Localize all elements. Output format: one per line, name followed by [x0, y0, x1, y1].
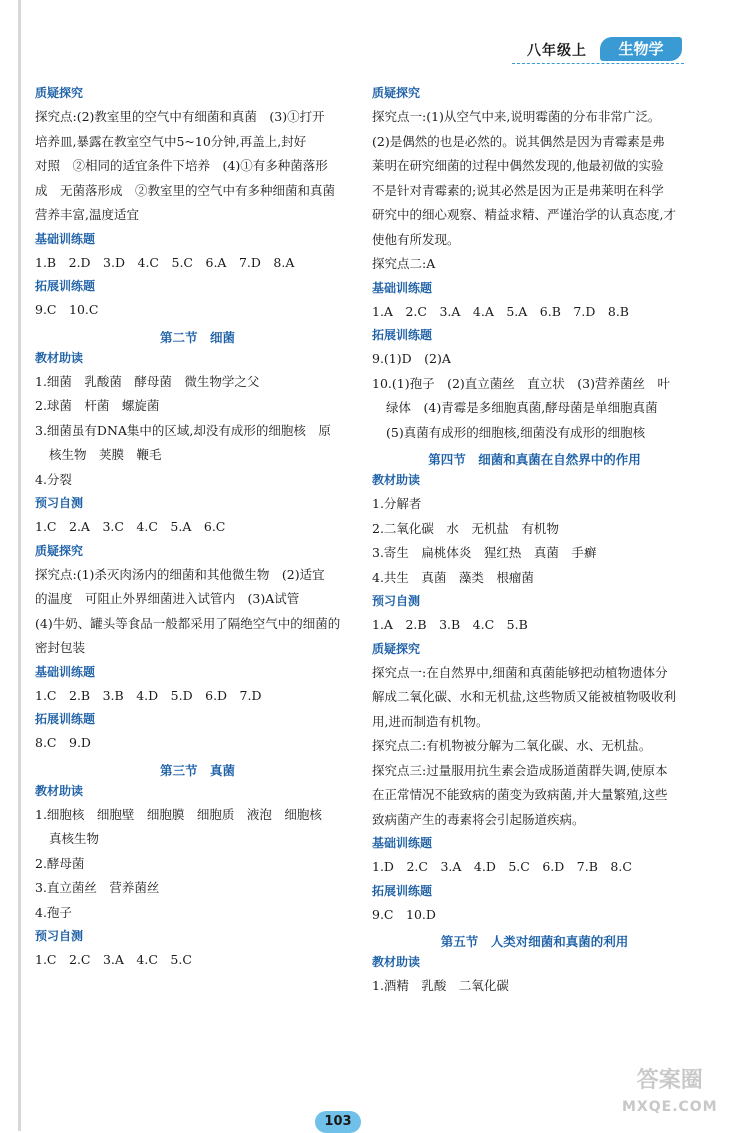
section-title: 第三节 真菌	[159, 762, 235, 778]
subsection-heading: 教材助读	[372, 473, 421, 487]
answer-line-continued: 真核生物	[49, 831, 100, 846]
answer-line: 探究点二:有机物被分解为二氧化碳、水、无机盐。	[372, 738, 652, 753]
answer-line: 对照 ②相同的适宜条件下培养 (4)①有多种菌落形	[35, 158, 328, 173]
header-divider	[512, 63, 684, 64]
subsection-heading: 基础训练题	[35, 664, 96, 679]
answer-line: 1.B 2.D 3.D 4.C 5.C 6.A 7.D 8.A	[35, 254, 295, 270]
page-header	[0, 0, 750, 72]
answer-line: 探究点一:(1)从空气中来,说明霉菌的分布非常广泛。	[372, 109, 661, 124]
answer-line: 研究中的细心观察、精益求精、严谨治学的认真态度,才	[372, 207, 676, 222]
answer-line: 培养皿,暴露在教室空气中5~10分钟,再盖上,封好	[35, 133, 307, 149]
answer-line: 1.酒精 乳酸 二氧化碳	[372, 978, 509, 993]
answer-line: 8.C 9.D	[35, 735, 91, 750]
answer-line: 1.C 2.B 3.B 4.D 5.D 6.D 7.D	[35, 687, 262, 703]
answer-line: 探究点:(2)教室里的空气中有细菌和真菌 (3)①打开	[35, 109, 325, 124]
subsection-heading: 拓展训练题	[35, 712, 96, 726]
answer-line: 3.直立菌丝 营养菌丝	[35, 880, 160, 895]
subsection-heading: 预习自测	[35, 496, 84, 510]
answer-line: 1.A 2.B 3.B 4.C 5.B	[372, 617, 528, 632]
answer-line: 的温度 可阻止外界细菌进入试管内 (3)A试管	[35, 591, 300, 606]
subsection-heading: 教材助读	[35, 783, 84, 798]
answer-line: 1.细胞核 细胞壁 细胞膜 细胞质 液泡 细胞核	[35, 806, 322, 822]
answer-line: 密封包装	[35, 640, 86, 655]
watermark-logo-text: 答案圈	[636, 1068, 703, 1093]
right-column	[372, 82, 697, 999]
answer-line: 9.C 10.D	[372, 906, 436, 922]
answer-line: 3.细菌虽有DNA集中的区域,却没有成形的细胞核 原	[35, 422, 331, 438]
answer-line-continued: (5)真菌有成形的细胞核,细菌没有成形的细胞核	[386, 424, 646, 440]
grade-label: 八年级上	[527, 43, 587, 59]
subsection-heading: 质疑探究	[35, 543, 84, 558]
answer-line: 在正常情况不能致病的菌变为致病菌,并大量繁殖,这些	[372, 787, 668, 802]
subsection-heading: 教材助读	[35, 350, 84, 365]
answer-line: 用,进而制造有机物。	[372, 713, 489, 729]
answer-line-continued: 核生物 荚膜 鞭毛	[49, 447, 162, 462]
answer-line: 2.酵母菌	[35, 855, 85, 871]
answer-line: 1.C 2.A 3.C 4.C 5.A 6.C	[35, 519, 226, 534]
answer-line: 成 无菌落形成 ②教室里的空气中有多种细菌和真菌	[35, 182, 336, 198]
answer-line: (4)牛奶、罐头等食品一般都采用了隔绝空气中的细菌的	[35, 615, 341, 631]
watermark-site: MXQE.COM	[622, 1099, 718, 1115]
watermark	[622, 1068, 718, 1120]
answer-line: 4.分裂	[35, 471, 72, 487]
answer-line: 4.孢子	[35, 904, 72, 920]
subsection-heading: 教材助读	[372, 955, 421, 969]
answer-line-continued: 绿体 (4)青霉是多细胞真菌,酵母菌是单细胞真菌	[386, 400, 658, 415]
subsection-heading: 质疑探究	[35, 86, 84, 100]
answer-line: 1.分解者	[372, 496, 422, 511]
answer-line: (2)是偶然的也是必然的。说其偶然是因为青霉素是弗	[372, 133, 665, 149]
answer-line: 10.(1)孢子 (2)直立菌丝 直立状 (3)营养菌丝 叶	[372, 375, 670, 391]
answer-line: 1.A 2.C 3.A 4.A 5.A 6.B 7.D 8.B	[372, 303, 629, 319]
left-margin-bar	[18, 0, 21, 1131]
answer-line: 致病菌产生的毒素将会引起肠道疾病。	[372, 811, 585, 827]
section-title: 第四节 细菌和真菌在自然界中的作用	[428, 452, 641, 467]
subsection-heading: 预习自测	[372, 594, 421, 608]
answer-line: 9.(1)D (2)A	[372, 351, 451, 366]
answer-line: 不是针对青霉素的;说其必然是因为正是弗莱明在科学	[372, 182, 664, 198]
subsection-heading: 质疑探究	[372, 641, 421, 656]
subsection-heading: 基础训练题	[372, 836, 433, 850]
answer-line: 1.C 2.C 3.A 4.C 5.C	[35, 952, 192, 967]
answer-line: 2.二氧化碳 水 无机盐 有机物	[372, 520, 559, 536]
section-title: 第二节 细菌	[159, 329, 235, 345]
answer-line: 解成二氧化碳、水和无机盐,这些物质又能被植物吸收利	[372, 689, 676, 704]
answer-line: 9.C 10.C	[35, 302, 99, 317]
left-column	[35, 82, 360, 973]
subject-badge: 生物学	[600, 37, 682, 61]
answer-line: 探究点三:过量服用抗生素会造成肠道菌群失调,使原本	[372, 762, 668, 778]
answer-line: 探究点一:在自然界中,细菌和真菌能够把动植物遗体分	[372, 664, 668, 680]
answer-line: 4.共生 真菌 藻类 根瘤菌	[372, 569, 534, 585]
section-title: 第五节 人类对细菌和真菌的利用	[440, 934, 629, 949]
page-number: 103	[315, 1111, 361, 1133]
subsection-heading: 质疑探究	[372, 86, 421, 100]
subsection-heading: 拓展训练题	[372, 328, 433, 342]
answer-line: 3.寄生 扁桃体炎 猩红热 真菌 手癣	[372, 545, 597, 560]
answer-line: 探究点:(1)杀灭肉汤内的细菌和其他微生物 (2)适宜	[35, 566, 325, 582]
subsection-heading: 拓展训练题	[372, 883, 433, 898]
answer-line: 莱明在研究细菌的过程中偶然发现的,他最初做的实验	[372, 158, 664, 173]
answer-line: 营养丰富,温度适宜	[35, 207, 139, 222]
subsection-heading: 基础训练题	[35, 231, 96, 246]
subsection-heading: 基础训练题	[372, 280, 433, 295]
answer-line: 使他有所发现。	[372, 231, 460, 247]
answer-line: 2.球菌 杆菌 螺旋菌	[35, 398, 160, 413]
subsection-heading: 拓展训练题	[35, 279, 96, 293]
answer-line: 1.细菌 乳酸菌 酵母菌 微生物学之父	[35, 373, 260, 389]
subsection-heading: 预习自测	[35, 929, 84, 943]
answer-line: 1.D 2.C 3.A 4.D 5.C 6.D 7.B 8.C	[372, 859, 632, 874]
answer-line: 探究点二:A	[372, 256, 436, 271]
